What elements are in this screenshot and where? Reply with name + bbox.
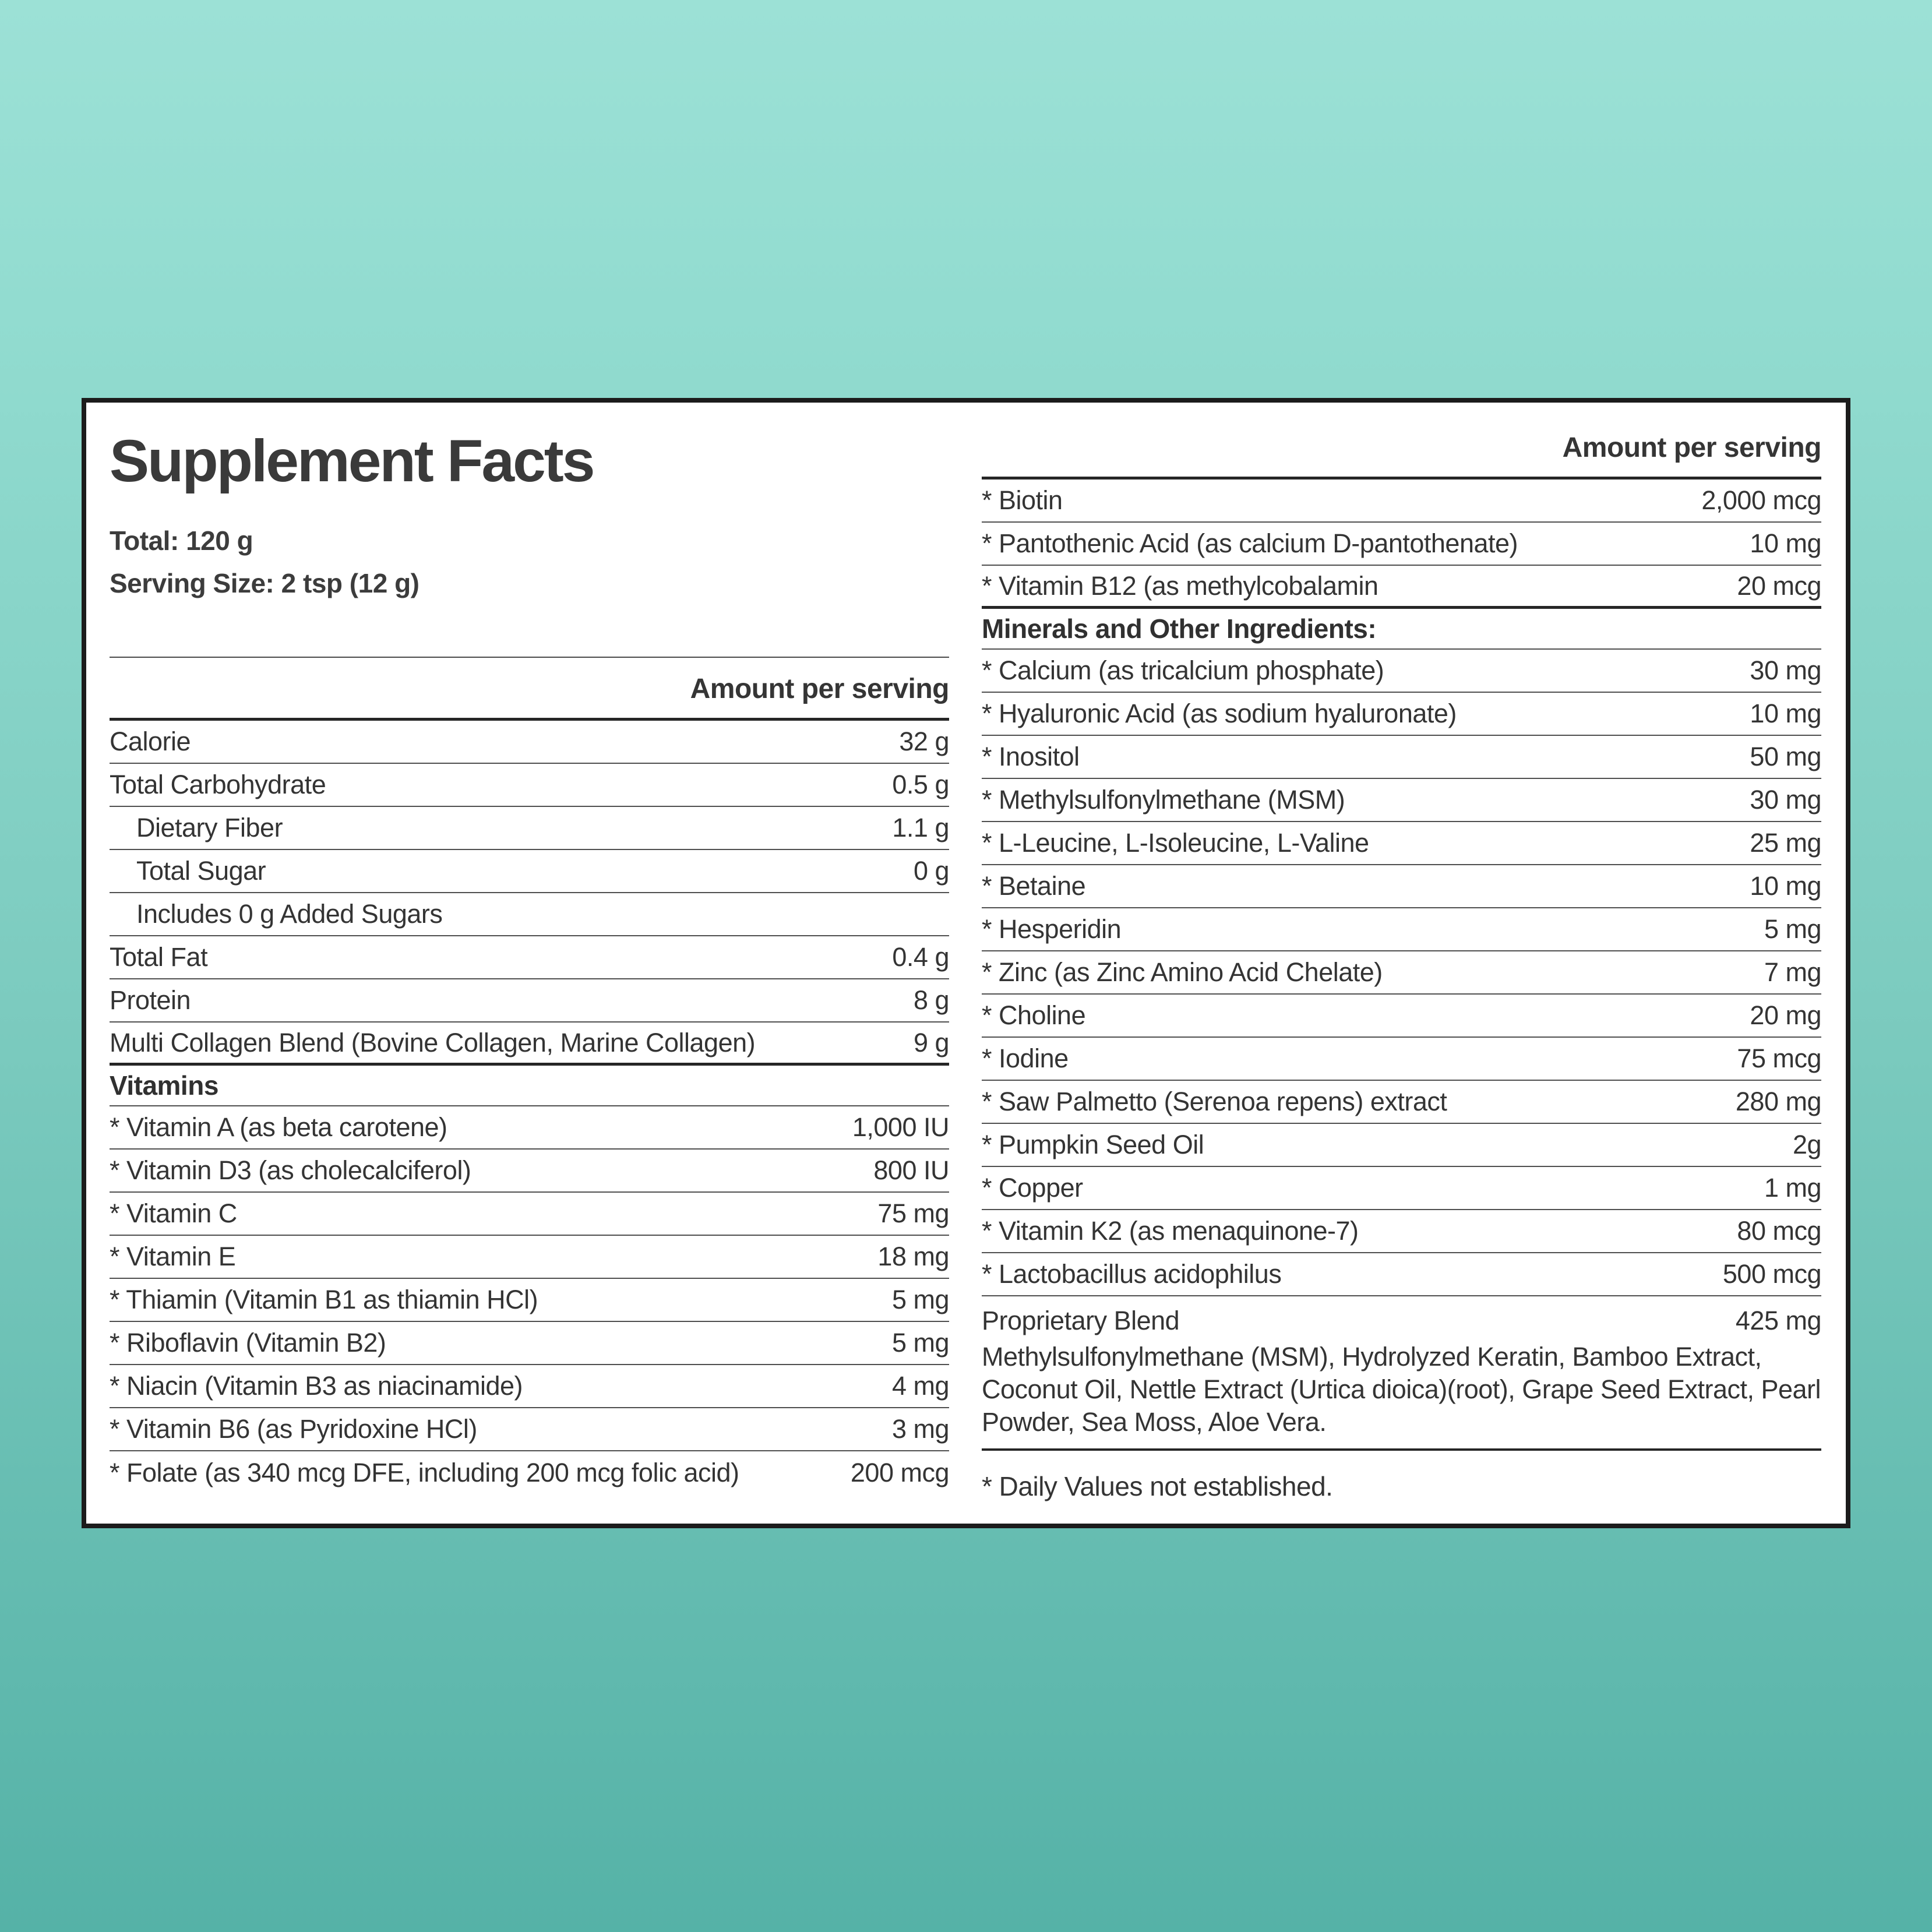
proprietary-blend-ingredients: Methylsulfonylmethane (MSM), Hydrolyzed Keratin, Bamboo Extract, Coconut Oil, Nettle Extract (Urtica dioica)(root), Grape Seed Extract, Pearl Powder, Sea Moss, Aloe Vera.: [982, 1342, 1821, 1437]
row-label: * Betaine: [982, 871, 1086, 901]
table-row: [110, 807, 949, 850]
row-label: * Vitamin E: [110, 1242, 236, 1272]
row-label: * Vitamin A (as beta carotene): [110, 1112, 447, 1143]
table-row: [110, 1322, 949, 1365]
table-row: [110, 850, 949, 893]
table-row: [982, 693, 1821, 736]
table-row: [110, 893, 949, 936]
table-row: [110, 1193, 949, 1236]
row-label: Dietary Fiber: [136, 813, 283, 843]
row-value: 200 mcg: [850, 1458, 949, 1488]
row-value: 10 mg: [1750, 871, 1821, 901]
row-label: Multi Collagen Blend (Bovine Collagen, Marine Collagen): [110, 1027, 756, 1057]
amount-per-serving-header-right: Amount per serving: [1562, 432, 1821, 463]
table-row: [110, 1236, 949, 1279]
table-row: [110, 1451, 949, 1494]
right-column: [982, 403, 1821, 1524]
row-label: * Zinc (as Zinc Amino Acid Chelate): [982, 957, 1383, 987]
row-label: * Pumpkin Seed Oil: [982, 1130, 1204, 1159]
row-value: 9 g: [913, 1027, 949, 1057]
row-value: 0 g: [913, 856, 949, 886]
minerals-section-header: Minerals and Other Ingredients:: [982, 609, 1821, 650]
serving-info: [110, 520, 949, 604]
row-value: 10 mg: [1750, 699, 1821, 728]
row-value: 2g: [1792, 1130, 1821, 1159]
row-label: * Vitamin D3 (as cholecalciferol): [110, 1155, 471, 1186]
row-value: 32 g: [899, 727, 949, 757]
row-label: * Niacin (Vitamin B3 as niacinamide): [110, 1371, 523, 1401]
table-row: [982, 1124, 1821, 1167]
row-label: * Vitamin B12 (as methylcobalamin: [982, 570, 1379, 601]
row-value: 25 mg: [1750, 828, 1821, 858]
serving-size-value: 2 tsp (12 g): [281, 567, 419, 598]
table-row: [982, 779, 1821, 822]
row-value: 50 mg: [1750, 742, 1821, 771]
row-value: 30 mg: [1750, 655, 1821, 685]
table-row: [982, 995, 1821, 1038]
total-label: Total:: [110, 526, 179, 556]
table-row: [110, 1408, 949, 1451]
row-value: 75 mg: [877, 1198, 949, 1229]
row-label: * Biotin: [982, 485, 1063, 515]
left-column: [110, 403, 949, 1524]
row-label: Total Fat: [110, 942, 208, 972]
row-label: * Methylsulfonylmethane (MSM): [982, 785, 1345, 815]
table-row: [982, 951, 1821, 995]
table-row: [982, 1253, 1821, 1296]
table-row: [110, 1150, 949, 1193]
table-row: [982, 523, 1821, 566]
row-value: 1,000 IU: [852, 1112, 949, 1143]
table-row: [982, 822, 1821, 865]
row-label: * L-Leucine, L-Isoleucine, L-Valine: [982, 828, 1369, 858]
vitamins-section-header: Vitamins: [110, 1066, 949, 1106]
table-row: [982, 908, 1821, 951]
row-value: 4 mg: [891, 1371, 949, 1401]
row-value: 0.5 g: [892, 770, 949, 800]
table-row: [982, 1167, 1821, 1210]
row-label: Proprietary Blend: [982, 1306, 1180, 1335]
row-value: 280 mg: [1735, 1087, 1821, 1116]
table-row: [982, 1210, 1821, 1253]
table-row: [982, 480, 1821, 523]
amount-per-serving-header-left: Amount per serving: [690, 674, 949, 705]
row-value: 5 mg: [1764, 914, 1821, 944]
row-value: 5 mg: [891, 1328, 949, 1358]
table-row: [982, 566, 1821, 609]
row-value: 10 mg: [1750, 528, 1821, 558]
table-row: [110, 979, 949, 1023]
row-label: * Hesperidin: [982, 914, 1122, 944]
row-label: * Riboflavin (Vitamin B2): [110, 1328, 386, 1358]
row-label: * Inositol: [982, 742, 1080, 771]
row-label: * Calcium (as tricalcium phosphate): [982, 655, 1384, 685]
row-value: 0.4 g: [892, 942, 949, 972]
serving-size-line: [110, 562, 949, 605]
row-value: 8 g: [913, 985, 949, 1016]
row-value: 1 mg: [1764, 1173, 1821, 1203]
table-row: [110, 764, 949, 807]
row-label: Total Sugar: [136, 856, 266, 886]
row-label: * Saw Palmetto (Serenoa repens) extract: [982, 1087, 1447, 1116]
row-label: * Iodine: [982, 1043, 1069, 1073]
row-value: 7 mg: [1764, 957, 1821, 987]
table-row: [110, 936, 949, 979]
daily-values-footnote: * Daily Values not established.: [982, 1471, 1333, 1502]
table-row: [982, 736, 1821, 779]
row-label: * Hyaluronic Acid (as sodium hyaluronate): [982, 699, 1457, 728]
row-label: * Lactobacillus acidophilus: [982, 1259, 1282, 1289]
supplement-facts-panel: [82, 398, 1850, 1528]
row-value: 18 mg: [877, 1242, 949, 1272]
row-label: * Vitamin C: [110, 1198, 237, 1229]
proprietary-blend-block: [982, 1296, 1821, 1451]
row-value: 75 mcg: [1737, 1043, 1821, 1073]
row-value: 30 mg: [1750, 785, 1821, 815]
row-value: 20 mcg: [1737, 570, 1821, 601]
table-row: [982, 1081, 1821, 1124]
table-row: [110, 1365, 949, 1408]
row-label: * Vitamin K2 (as menaquinone-7): [982, 1216, 1359, 1246]
row-label: * Thiamin (Vitamin B1 as thiamin HCl): [110, 1285, 538, 1315]
table-row: [110, 1279, 949, 1322]
row-value: 500 mcg: [1722, 1259, 1821, 1289]
row-value: 3 mg: [891, 1414, 949, 1444]
row-value: 800 IU: [873, 1155, 949, 1186]
table-row: [982, 865, 1821, 908]
row-label: Total Carbohydrate: [110, 770, 326, 800]
page-title: Supplement Facts: [110, 428, 594, 494]
row-label: * Pantothenic Acid (as calcium D-pantothenate): [982, 528, 1518, 558]
row-value: 1.1 g: [892, 813, 949, 843]
table-row: [982, 1038, 1821, 1081]
row-label: Calorie: [110, 727, 191, 757]
serving-size-label: Serving Size:: [110, 567, 274, 598]
table-row: [982, 650, 1821, 693]
row-label: Protein: [110, 985, 191, 1016]
table-row: [110, 721, 949, 764]
table-row: [982, 1296, 1821, 1336]
row-label: * Vitamin B6 (as Pyridoxine HCl): [110, 1414, 477, 1444]
row-label: Includes 0 g Added Sugars: [136, 899, 443, 929]
total-value: 120 g: [186, 526, 253, 556]
row-label: * Choline: [982, 1000, 1086, 1030]
row-value: 2,000 mcg: [1701, 485, 1821, 515]
table-row: [110, 1023, 949, 1066]
total-line: [110, 520, 949, 562]
row-label: * Copper: [982, 1173, 1083, 1203]
row-value: 5 mg: [891, 1285, 949, 1315]
row-value: 20 mg: [1750, 1000, 1821, 1030]
row-label: * Folate (as 340 mcg DFE, including 200 mcg folic acid): [110, 1458, 739, 1488]
table-row: [110, 1106, 949, 1150]
row-value: 80 mcg: [1737, 1216, 1821, 1246]
row-value: 425 mg: [1735, 1306, 1821, 1335]
